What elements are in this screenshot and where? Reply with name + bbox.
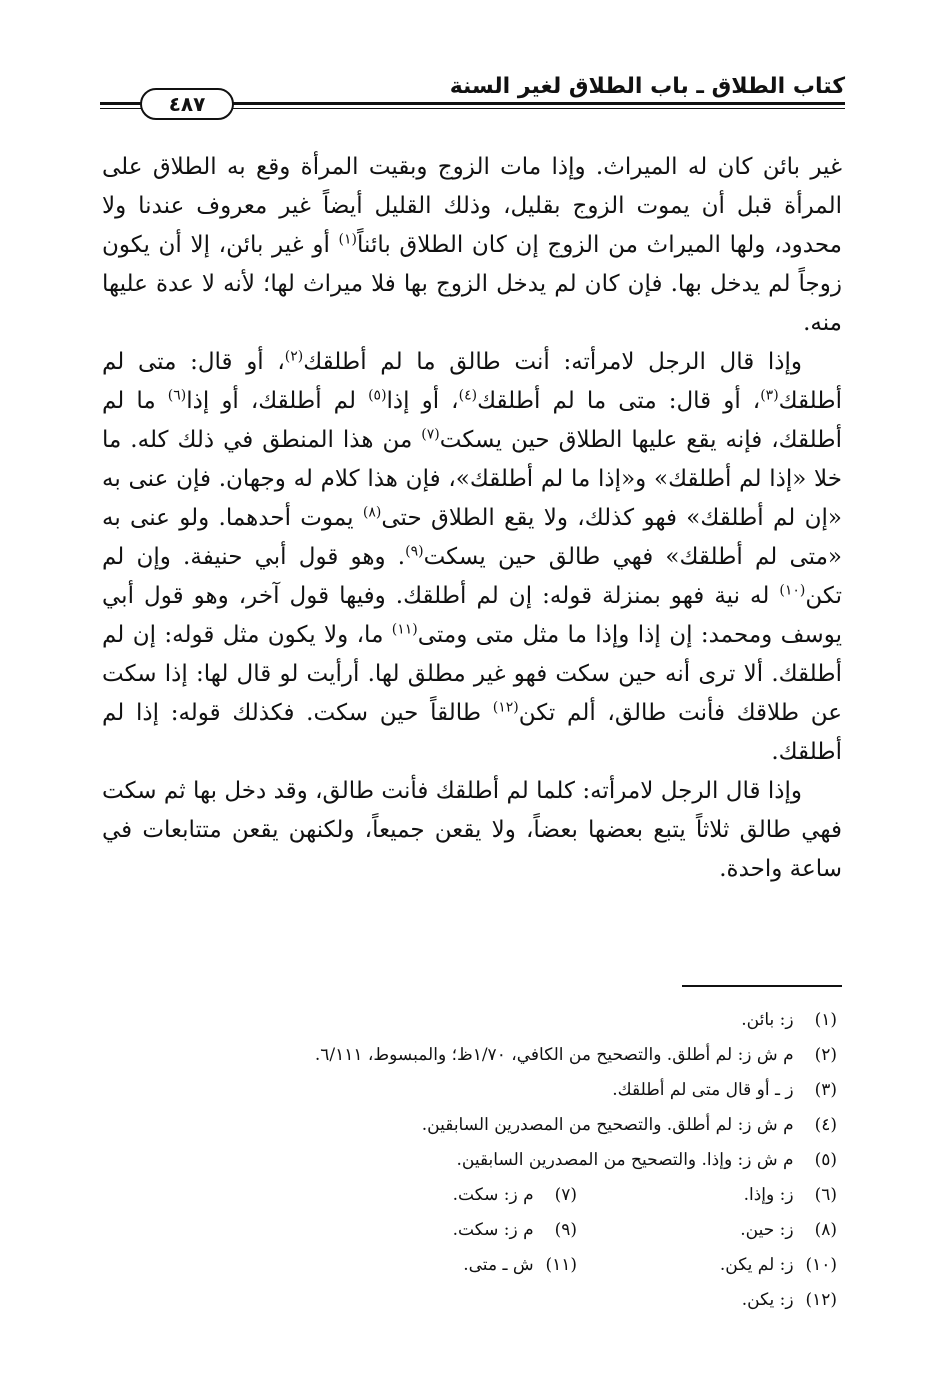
footnote-number: (٤) [814,1115,837,1135]
footnote-ref-8[interactable]: (٨) [362,504,382,521]
footnote-10 [577,1248,837,1283]
footnote-number: (١٠) [805,1255,837,1275]
footnote-ref-4[interactable]: (٤) [458,387,478,404]
footnote-ref-10[interactable]: (١٠) [779,582,806,599]
footnote-text: م ش ز: لم أطلق. والتصحيح من المصدرين السابقين. [421,1115,794,1135]
footnote-ref-12[interactable]: (١٢) [492,699,519,716]
footnote-5 [117,1143,837,1178]
footnote-2 [117,1038,837,1073]
footnote-ref-6[interactable]: (٦) [167,387,187,404]
footnote-text: م ش ز: لم أطلق. والتصحيح من الكافي، ١/٧٠ظ؛ والمبسوط، ٦/١١١. [314,1045,794,1065]
footnote-7 [317,1178,577,1213]
footnote-12 [117,1283,837,1318]
footnote-number: (٥) [814,1150,837,1170]
footnote-number: (١) [814,1010,837,1030]
text-run: ما لم أطلقك، فإنه يقع عليها الطلاق حين يسكت [102,388,842,453]
footnote-text: ز: لم يكن. [719,1255,794,1275]
footnote-text: ز ـ أو قال متى لم أطلقك. [612,1080,794,1100]
footnote-3 [117,1073,837,1108]
text-run: . وهو قول أبي حنيفة. وإن لم تكن [102,544,842,609]
footnote-number: (٨) [814,1220,837,1240]
footnote-separator [682,985,842,987]
text-run: ما، ولا يكون مثل قوله: إن لم أطلقك. ألا ترى أنه حين سكت فهو غير مطلق لها. أرأيت لو قال لها: إذا سكت عن طلاقك فأنت طالق، ألم تكن [102,622,842,726]
text-run: ، أو قال: متى لم أطلقك [102,349,842,414]
footnote-text: م ز: سكت. [452,1220,534,1240]
footnote-grid [317,1178,837,1283]
text-run: طالقاً حين سكت. فكذلك قوله: إذا لم أطلقك. [102,700,842,765]
footnote-text: ز: حين. [740,1220,794,1240]
footnote-1 [117,1003,837,1038]
footnote-ref-11[interactable]: (١١) [391,621,418,638]
text-run: يموت أحدهما. ولو عنى به «متى لم أطلقك» فهي طالق حين يسكت [102,505,842,570]
footnote-number: (١١) [545,1255,577,1275]
footnote-text: م ز: سكت. [452,1185,534,1205]
footnote-ref-3[interactable]: (٣) [760,387,779,404]
text-run: غير بائن كان له الميراث. وإذا مات الزوج وبقيت المرأة وقع به الطلاق على المرأة قبل أن يموت الزوج بقليل، وذلك القليل أيضاً غير معروف عندنا ولا محدود، ولها الميراث من الزوج إن كان الطلاق بائناً [102,154,842,258]
footnote-number: (١٢) [805,1290,837,1310]
footnote-number: (٢) [814,1045,837,1065]
paragraph-2 [102,343,842,772]
footnote-number: (٦) [814,1185,837,1205]
footnote-ref-5[interactable]: (٥) [368,387,387,404]
text-run: ، أو إذا [386,388,459,414]
footnote-text: م ش ز: وإذا. والتصحيح من المصدرين السابقين. [456,1150,794,1170]
footnote-11 [317,1248,577,1283]
footnote-text: ز: بائن. [741,1010,794,1030]
footnotes [117,1003,837,1318]
footnote-number: (٣) [814,1080,837,1100]
text-run: ، أو قال: متى ما لم أطلقك [477,388,761,414]
paragraph-3: وإذا قال الرجل لامرأته: كلما لم أطلقك فأنت طالق، وقد دخل بها ثم سكت فهي طالق ثلاثاً يتبع بعضها بعضاً، ولا يقعن جميعاً، ولكنهن يقعن متتابعات في ساعة واحدة. [102,778,842,882]
footnote-8 [577,1213,837,1248]
body-text [102,148,842,889]
footnote-text: ز: وإذا. [743,1185,794,1205]
footnote-ref-2[interactable]: (٢) [284,348,304,365]
footnote-ref-7[interactable]: (٧) [421,426,440,443]
footnote-number: (٧) [554,1185,577,1205]
footnote-6 [577,1178,837,1213]
text-run: من هذا المنطق في ذلك كله. ما خلا «إذا لم أطلقك» و«إذا ما لم أطلقك»، فإن هذا كلام له وجهان. فإن عنى به «إن لم أطلقك» فهو كذلك، ولا يقع الطلاق حتى [102,427,842,531]
running-header [100,70,845,116]
page-number: ٤٨٧ [140,88,234,120]
text-run: له نية فهو بمنزلة قوله: إن لم أطلقك. وفيها قول آخر، وهو قول أبي يوسف ومحمد: إن إذا وإذا ما مثل متى ومتى [102,583,842,648]
footnote-text: ز: يكن. [741,1290,794,1310]
footnote-4 [117,1108,837,1143]
footnote-number: (٩) [554,1220,577,1240]
text-run: وإذا قال الرجل لامرأته: أنت طالق ما لم أطلقك [303,349,803,375]
chapter-title: كتاب الطلاق ـ باب الطلاق لغير السنة [449,74,845,99]
text-run: أو غير بائن، إلا أن يكون زوجاً لم يدخل بها. فإن كان لم يدخل الزوج بها فلا ميراث لها؛ لأنه لا عدة عليها منه. [102,232,842,336]
footnote-ref-1[interactable]: (١) [338,231,357,248]
footnote-9 [317,1213,577,1248]
text-run: لم أطلقك، أو إذا [186,388,369,414]
paragraph-1 [102,148,842,343]
footnote-text: ش ـ متى. [463,1255,534,1275]
footnote-ref-9[interactable]: (٩) [405,543,424,560]
